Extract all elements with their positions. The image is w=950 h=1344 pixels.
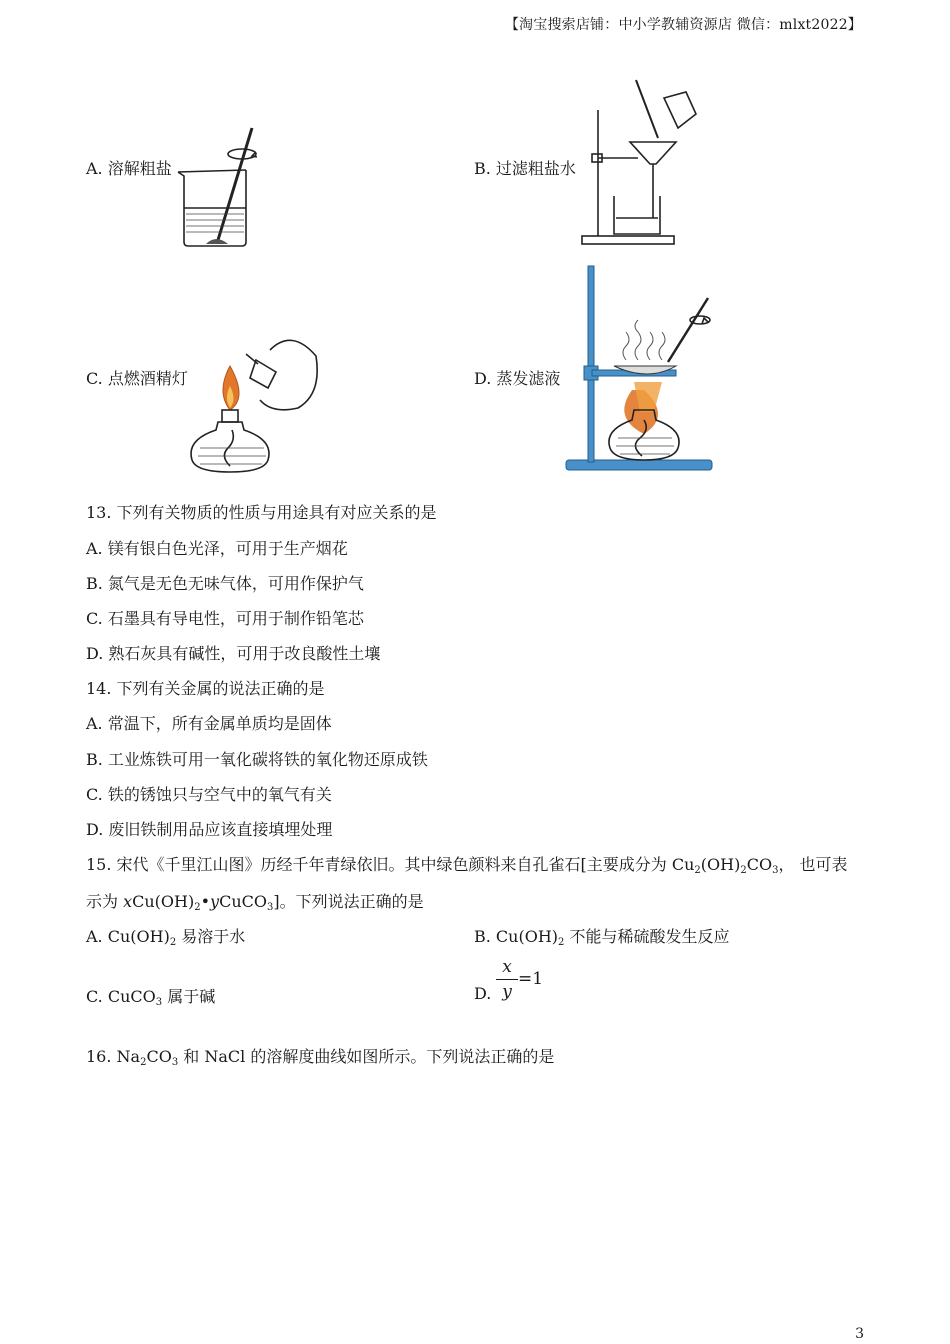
q15-option-d-fraction: x y: [496, 956, 518, 1003]
q14-stem: 14. 下列有关金属的说法正确的是: [86, 679, 325, 698]
q15-stem-line2: 示为 $xCu(OH)_2•yCuCO_3$]。下列说法正确的是: [86, 892, 424, 913]
q16-stem: 16. $Na_2CO_3$ 和 NaCl 的溶解度曲线如图所示。下列说法正确的是: [86, 1047, 555, 1068]
q13-option-a: A. 镁有银白色光泽，可用于生产烟花: [86, 539, 348, 558]
filtration-apparatus-figure: [578, 78, 703, 248]
q15-option-a: A. $Cu(OH)_2$ 易溶于水: [86, 927, 246, 948]
q14-option-a: A. 常温下，所有金属单质均是固体: [86, 714, 332, 733]
q15-option-b: B. $Cu(OH)_2$ 不能与稀硫酸发生反应: [474, 927, 730, 948]
lighting-alcohol-lamp-figure: [188, 330, 323, 478]
option-c-label: C. 点燃酒精灯: [86, 369, 188, 388]
q14-option-c: C. 铁的锈蚀只与空气中的氧气有关: [86, 785, 332, 804]
q14-option-b: B. 工业炼铁可用一氧化碳将铁的氧化物还原成铁: [86, 750, 428, 769]
q13-option-b: B. 氮气是无色无味气体，可用作保护气: [86, 574, 364, 593]
beaker-stirring-figure: [170, 124, 260, 252]
q14-option-d: D. 废旧铁制用品应该直接填埋处理: [86, 820, 333, 839]
option-d-label: D. 蒸发滤液: [474, 369, 561, 388]
q15-option-d-label: D.: [474, 984, 492, 1003]
q13-stem: 13. 下列有关物质的性质与用途具有对应关系的是: [86, 503, 437, 522]
q15-stem-line1: 15. 宋代《千里江山图》历经千年青绿依旧。其中绿色颜料来自孔雀石[主要成分为 $Cu_2(OH)_2CO_3$， 也可表: [86, 855, 848, 876]
q13-option-c: C. 石墨具有导电性，可用于制作铅笔芯: [86, 609, 364, 628]
option-b-label: B. 过滤粗盐水: [474, 159, 576, 178]
page-number: 3: [855, 1326, 864, 1342]
option-a-label: A. 溶解粗盐: [86, 159, 172, 178]
q15-option-d-equals: =1: [518, 969, 544, 989]
q13-option-d: D. 熟石灰具有碱性，可用于改良酸性土壤: [86, 644, 381, 663]
page-header: 【淘宝搜索店铺：中小学教辅资源店 微信：mlxt2022】: [504, 17, 862, 33]
evaporation-apparatus-figure: [562, 262, 717, 476]
q15-option-c: C. CuCO$_3$ 属于碱: [86, 987, 216, 1008]
